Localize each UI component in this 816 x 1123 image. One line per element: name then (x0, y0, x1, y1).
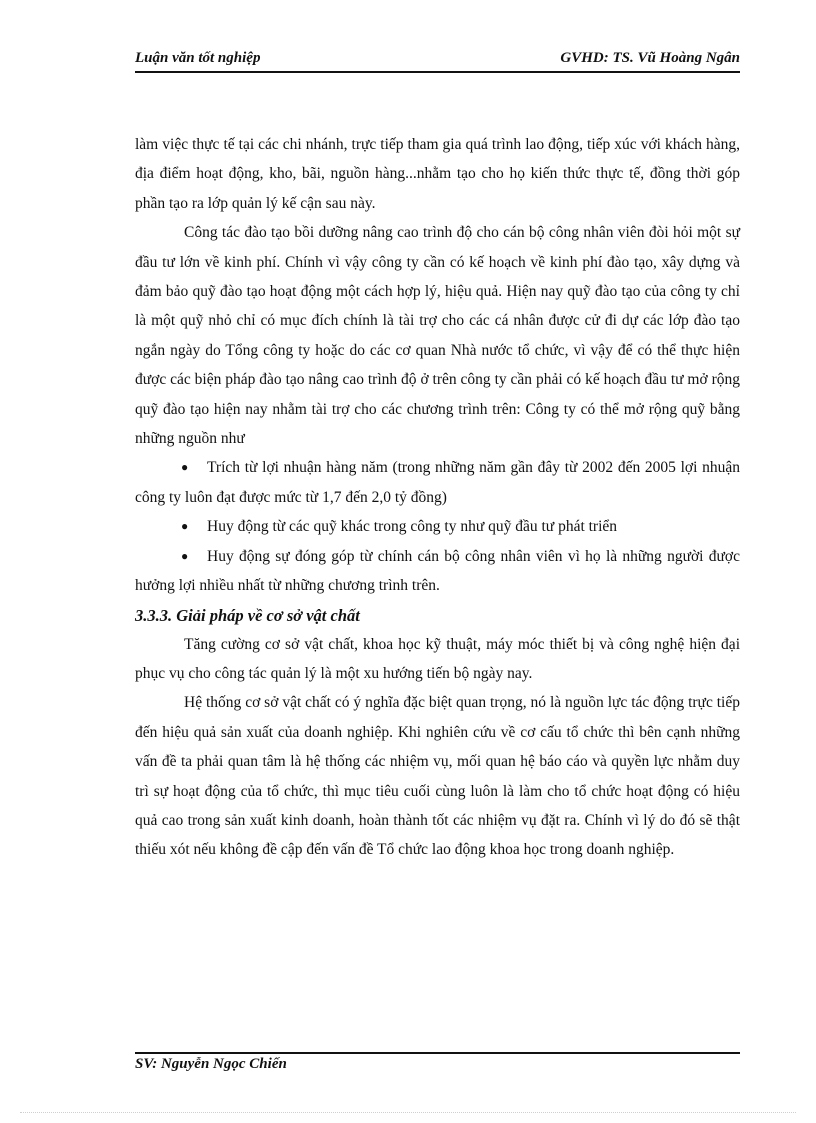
bullet-icon: ● (181, 548, 189, 563)
section-heading: 3.3.3. Giải pháp về cơ sở vật chất (135, 605, 360, 625)
bullet-icon: ● (181, 460, 189, 475)
paragraph-training-fund: Công tác đào tạo bồi dưỡng nâng cao trình độ cho cán bộ công nhân viên đòi hỏi một sự đầu tư lớn về kinh phí. Chính vì vậy công ty cần có kế hoạch về kinh phí đào tạo, xây dựng và đảm bảo quỹ đào tạo hoạt động một cách hợp lý, hiệu quả. Hiện nay quỹ đào tạo của công ty chỉ là một quỹ nhỏ chỉ có mục đích chính là tài trợ cho các cá nhân được cử đi dự các lớp đào tạo ngắn ngày do Tổng công ty hoặc do các cơ quan Nhà nước tổ chức, vì vậy để có thể thực hiện được các biện pháp đào tạo nâng cao trình độ ở trên công ty cần phải có kế hoạch đầu tư mở rộng quỹ đào tạo hiện nay nhằm tài trợ cho các chương trình trên: Công ty có thể mở rộng quỹ bằng những nguồn như (135, 224, 740, 448)
footer-student-name: SV: Nguyễn Ngọc Chiến (135, 1056, 287, 1072)
header-rule (135, 71, 740, 73)
header-thesis-title: Luận văn tốt nghiệp (135, 50, 261, 66)
page-header (135, 46, 740, 72)
header-supervisor: GVHD: TS. Vũ Hoàng Ngân (560, 50, 740, 66)
page-edge-dotted-line (20, 1112, 796, 1113)
footer-rule (135, 1052, 740, 1054)
document-body (135, 130, 740, 865)
paragraph-facilities-detail: Hệ thống cơ sở vật chất có ý nghĩa đặc biệt quan trọng, nó là nguồn lực tác động trực tiếp đến hiệu quả sản xuất của doanh nghiệp. Khi nghiên cứu về cơ cấu tổ chức thì bên cạnh những vấn đề ta phải quan tâm là hệ thống các nhiệm vụ, mối quan hệ báo cáo và quyền lực nhằm duy trì sự hoạt động của tổ chức, thì mục tiêu cuối cùng luôn là làm cho tổ chức hoạt động có hiệu quả cao trong sản xuất kinh doanh, hoàn thành tốt các nhiệm vụ đặt ra. Chính vì lý do đó sẽ thật thiếu xót nếu không đề cập đến vấn đề Tổ chức lao động khoa học trong doanh nghiệp. (135, 694, 740, 859)
paragraph-continuation: làm việc thực tế tại các chi nhánh, trực tiếp tham gia quá trình lao động, tiếp xúc với khách hàng, địa điểm hoạt động, kho, bãi, nguồn hàng...nhằm tạo cho họ kiến thức thực tế, đồng thời góp phần tạo ra lớp quản lý kế cận sau này. (135, 136, 740, 212)
bullet-item: ● Huy động sự đóng góp từ chính cán bộ công nhân viên vì họ là những người được hưởng lợi nhiều nhất từ những chương trình trên. (135, 542, 740, 601)
bullet-icon: ● (181, 519, 189, 534)
bullet-item: ● Huy động từ các quỹ khác trong công ty như quỹ đầu tư phát triển (135, 512, 740, 541)
paragraph-facilities-intro: Tăng cường cơ sở vật chất, khoa học kỹ thuật, máy móc thiết bị và công nghệ hiện đại phục vụ cho công tác quản lý là một xu hướng tiến bộ ngày nay. (135, 635, 740, 682)
bullet-item: ● Trích từ lợi nhuận hàng năm (trong những năm gần đây từ 2002 đến 2005 lợi nhuận công ty luôn đạt được mức từ 1,7 đến 2,0 tỷ đồng) (135, 453, 740, 512)
